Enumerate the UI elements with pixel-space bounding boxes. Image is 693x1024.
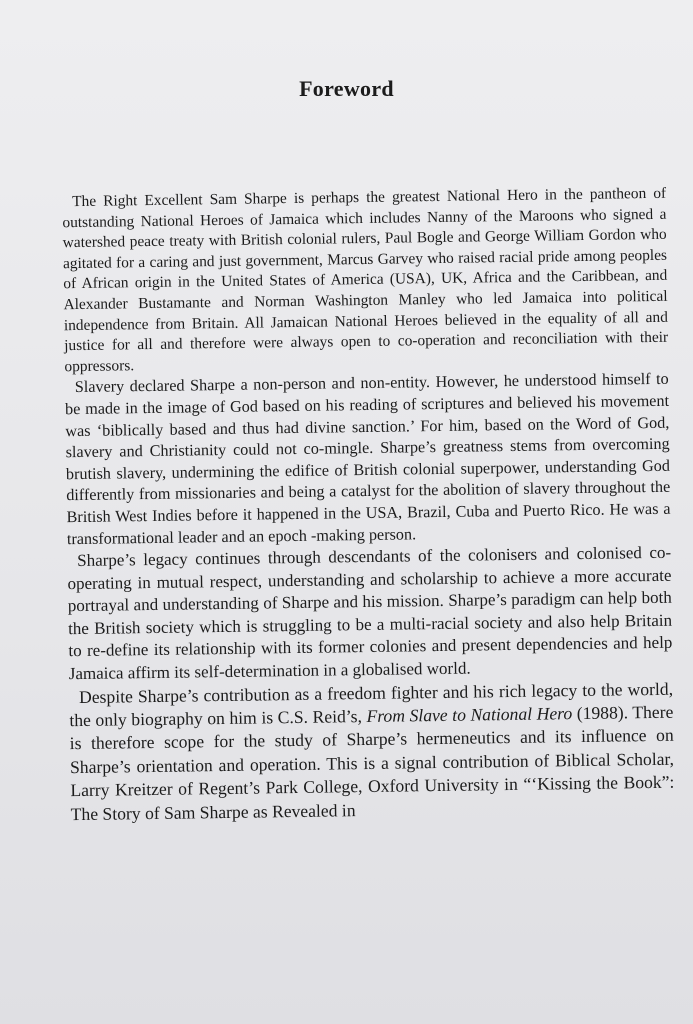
- page-title: Foreword: [299, 76, 394, 101]
- paragraph-4: [69, 677, 675, 826]
- book-title-italic: From Slave to National Hero: [366, 703, 573, 727]
- paragraph-2: Slavery declared Sharpe a non-person and non-entity. However, he understood himself to be made in the image of God based on his reading of scriptures and believed his movement was ‘biblically based and thus had divine sanction.’ For him, based on the Word of God, slavery and Christianity could not co-mingle. Sharpe’s greatness stems from overcoming brutish slavery, undermining the edifice of British colonial superpower, understanding God differently from missionaries and being a catalyst for the abolition of slavery throughout the British West Indies before it happened in the USA, Brazil, Cuba and Puerto Rico. He was a transformational leader and an epoch -making person.: [64, 370, 671, 548]
- paragraph-4-text-a: Despite Sharpe’s contribution as a freedom fighter and his rich legacy to the world, the only biography on him is C.S. Reid’s,: [69, 678, 674, 731]
- paragraph-1: The Right Excellent Sam Sharpe is perhaps the greatest National Hero in the pantheon of outstanding National Heroes of Jamaica which includes Nanny of the Maroons who signed a watershed peace treaty with British colonial rulers, Paul Bogle and George William Gordon who agitated for a caring and just government, Marcus Garvey who raised racial pride among peoples of African origin in the United States of America (USA), UK, Africa and the Caribbean, and Alexander Bustamante and Norman Washington Manley who led Jamaica into political independence from Britain. All Jamaican National Heroes believed in the equality of all and justice for all and therefore were always open to co-operation and reconciliation with their oppressors.: [62, 184, 669, 375]
- paragraph-3: Sharpe’s legacy continues through descendants of the colonisers and colonised co-operating in mutual respect, understanding and scholarship to achieve a more accurate portrayal and understanding of Sharpe and his mission. Sharpe’s paradigm can help both the British society which is struggling to be a multi-racial society and also help Britain to re-define its relationship with its former colonies and present dependencies and help Jamaica affirm its self-determination in a globalised world.: [67, 542, 673, 684]
- paragraph-4-text-b: (1988). There is therefore scope for the study of Sharpe’s hermeneutics and its influence on Sharpe’s orientation and operation. This is a signal contribution of Biblical Scholar, Larry Kreitzer of Regent’s Park College, Oxford University in “‘Kissing the Book”: The Story of Sam Sharpe as Revealed in: [69, 701, 675, 824]
- foreword-body: [62, 184, 675, 826]
